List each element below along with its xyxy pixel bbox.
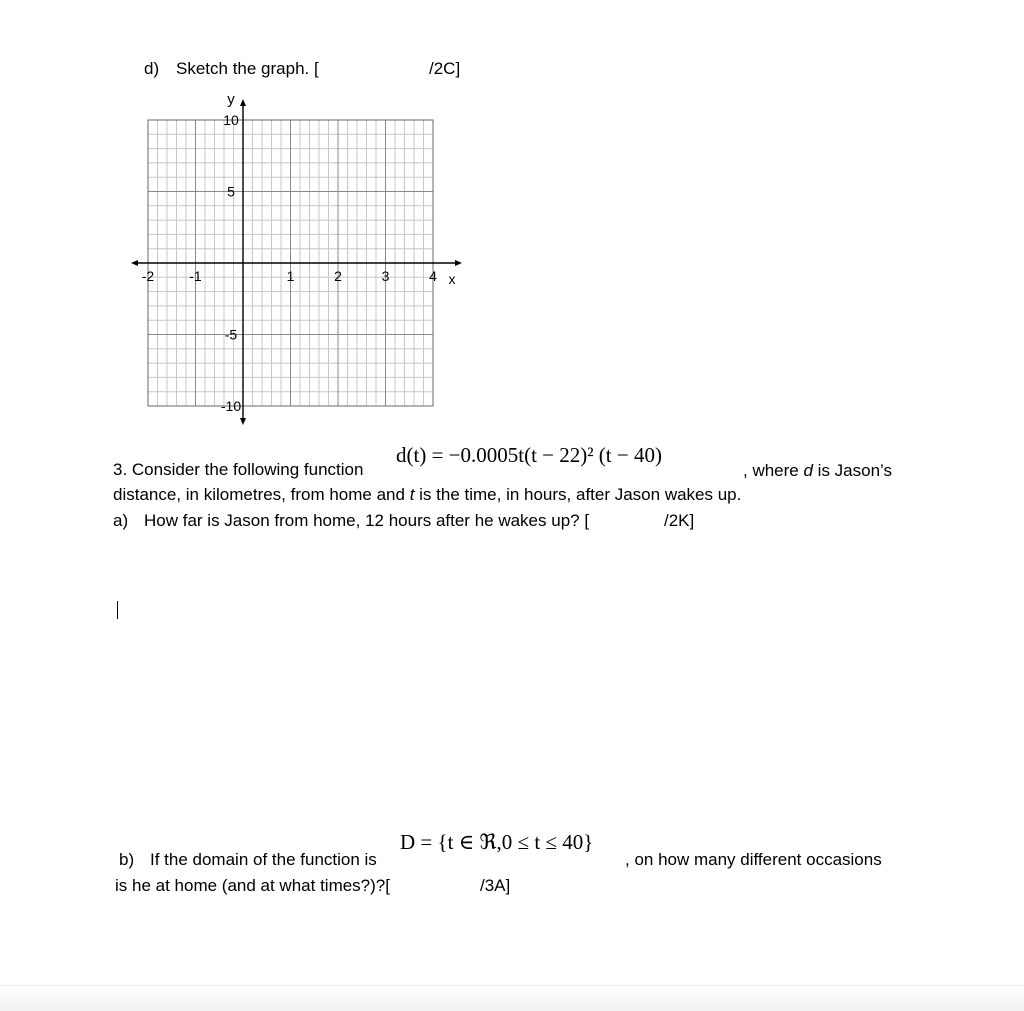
q3-jason-text: is Jason’s (812, 461, 893, 480)
part-d-label: d) (144, 59, 160, 78)
page-bottom-edge (0, 985, 1024, 1011)
x-tick-label: -2 (141, 268, 155, 284)
part-a-question: How far is Jason from home, 12 hours after he wakes up? [ (144, 511, 590, 530)
x-tick-label: -1 (189, 268, 202, 284)
q3-d-variable: d (803, 461, 813, 480)
q3-t-variable: t (409, 485, 415, 504)
q3-where-clause (743, 461, 892, 481)
y-tick-label: 10 (223, 112, 239, 128)
part-d-prompt: Sketch the graph. [ (176, 59, 319, 78)
part-a-marks: /2K] (664, 511, 695, 530)
y-axis-up-arrow (240, 99, 246, 106)
q3-definition-line (113, 485, 741, 505)
text-cursor[interactable] (117, 601, 118, 619)
part-b-question-line2: is he at home (and at what times?)?[ (115, 876, 390, 895)
x-tick-label: 1 (286, 268, 295, 284)
y-axis-down-arrow (240, 418, 246, 425)
x-tick-label: 2 (334, 268, 342, 284)
q3-intro: 3. Consider the following function (113, 460, 364, 479)
x-axis-left-arrow (131, 260, 138, 266)
part-b-label: b) (119, 850, 135, 869)
sketch-grid (0, 0, 1024, 460)
y-tick-label: 5 (227, 183, 235, 200)
y-tick-label: -5 (224, 326, 238, 343)
x-axis-label: x (448, 271, 456, 287)
x-tick-label: 3 (381, 268, 390, 284)
part-b-question-start: If the domain of the function is (150, 850, 377, 869)
x-axis-right-arrow (455, 260, 462, 266)
q3-function-equation: d(t) = −0.0005t(t − 22)² (t − 40) (396, 443, 662, 467)
q3-time-text: is the time, in hours, after Jason wakes up. (414, 485, 742, 504)
part-d-marks: /2C] (429, 59, 461, 78)
axes (131, 99, 462, 425)
x-tick-label: 4 (429, 268, 437, 284)
part-b-domain-equation: D = {t ∈ ℜ,0 ≤ t ≤ 40} (400, 830, 594, 854)
y-axis-label: y (227, 91, 235, 108)
y-tick-label: -10 (220, 398, 242, 414)
q3-distance-text: distance, in kilometres, from home and (113, 485, 410, 504)
part-b-question-end: , on how many different occasions (625, 850, 882, 869)
part-b-marks: /3A] (480, 876, 511, 895)
q3-where-text: , where (743, 461, 804, 480)
part-a-label: a) (113, 511, 129, 530)
